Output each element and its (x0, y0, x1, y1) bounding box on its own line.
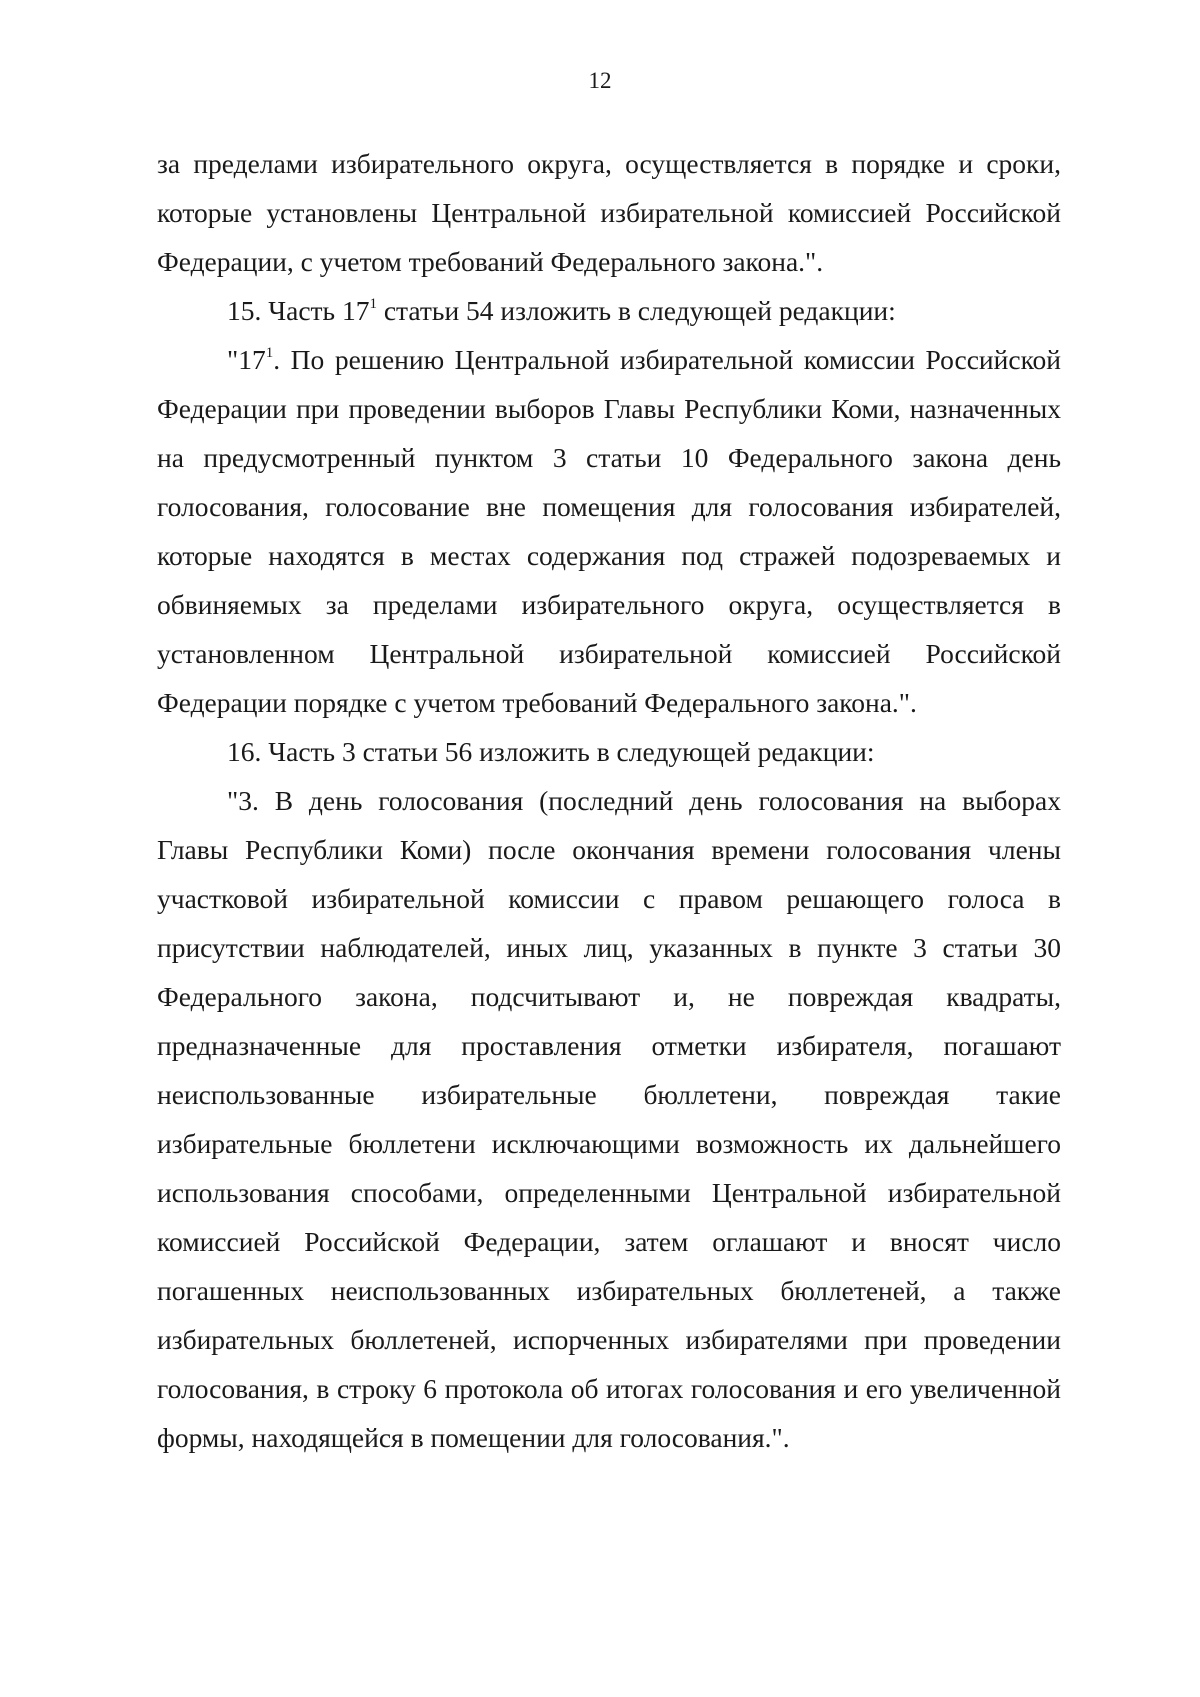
quote-17-1-text-before: "17 (227, 344, 266, 375)
paragraph-item-15 (157, 286, 1061, 335)
quote-17-1-superscript: 1 (265, 344, 274, 361)
item-15-superscript: 1 (369, 295, 377, 312)
document-body (157, 139, 1061, 1462)
paragraph-item-3-quote: "3. В день голосования (последний день голосования на выборах Главы Республики Коми) после окончания времени голосования члены участковой избирательной комиссии с правом решающего голоса в присутствии наблюдателей, иных лиц, указанных в пункте 3 статьи 30 Федерального закона, подсчитывают и, не повреждая квадраты, предназначенные для проставления отметки избирателя, погашают неиспользованные избирательные бюллетени, повреждая такие избирательные бюллетени исключающими возможность их дальнейшего использования способами, определенными Центральной избирательной комиссией Российской Федерации, затем оглашают и вносят число погашенных неиспользованных избирательных бюллетеней, а также избирательных бюллетеней, испорченных избирателями при проведении голосования, в строку 6 протокола об итогах голосования и его увеличенной формы, находящейся в помещении для голосования.". (157, 785, 1061, 1453)
page-number: 12 (588, 68, 612, 93)
paragraph-item-17-1-quote (157, 335, 1061, 727)
item-15-text-before: 15. Часть 17 (227, 295, 370, 326)
paragraph-item-16: 16. Часть 3 статьи 56 изложить в следующей редакции: (227, 736, 875, 767)
quote-17-1-text-after: . По решению Центральной избирательной комиссии Российской Федерации при проведении выборов Главы Республики Коми, назначенных на предусмотренный пунктом 3 статьи 10 Федерального закона день голосования, голосование вне помещения для голосования избирателей, которые находятся в местах содержания под стражей подозреваемых и обвиняемых за пределами избирательного округа, осуществляется в установленном Центральной избирательной комиссией Российской Федерации порядке с учетом требований Федерального закона.". (157, 344, 1061, 718)
paragraph-continuation: за пределами избирательного округа, осуществляется в порядке и сроки, которые установлены Центральной избирательной комиссией Российской Федерации, с учетом требований Федерального закона.". (157, 148, 1061, 277)
item-15-text-after: статьи 54 изложить в следующей редакции: (376, 295, 896, 326)
